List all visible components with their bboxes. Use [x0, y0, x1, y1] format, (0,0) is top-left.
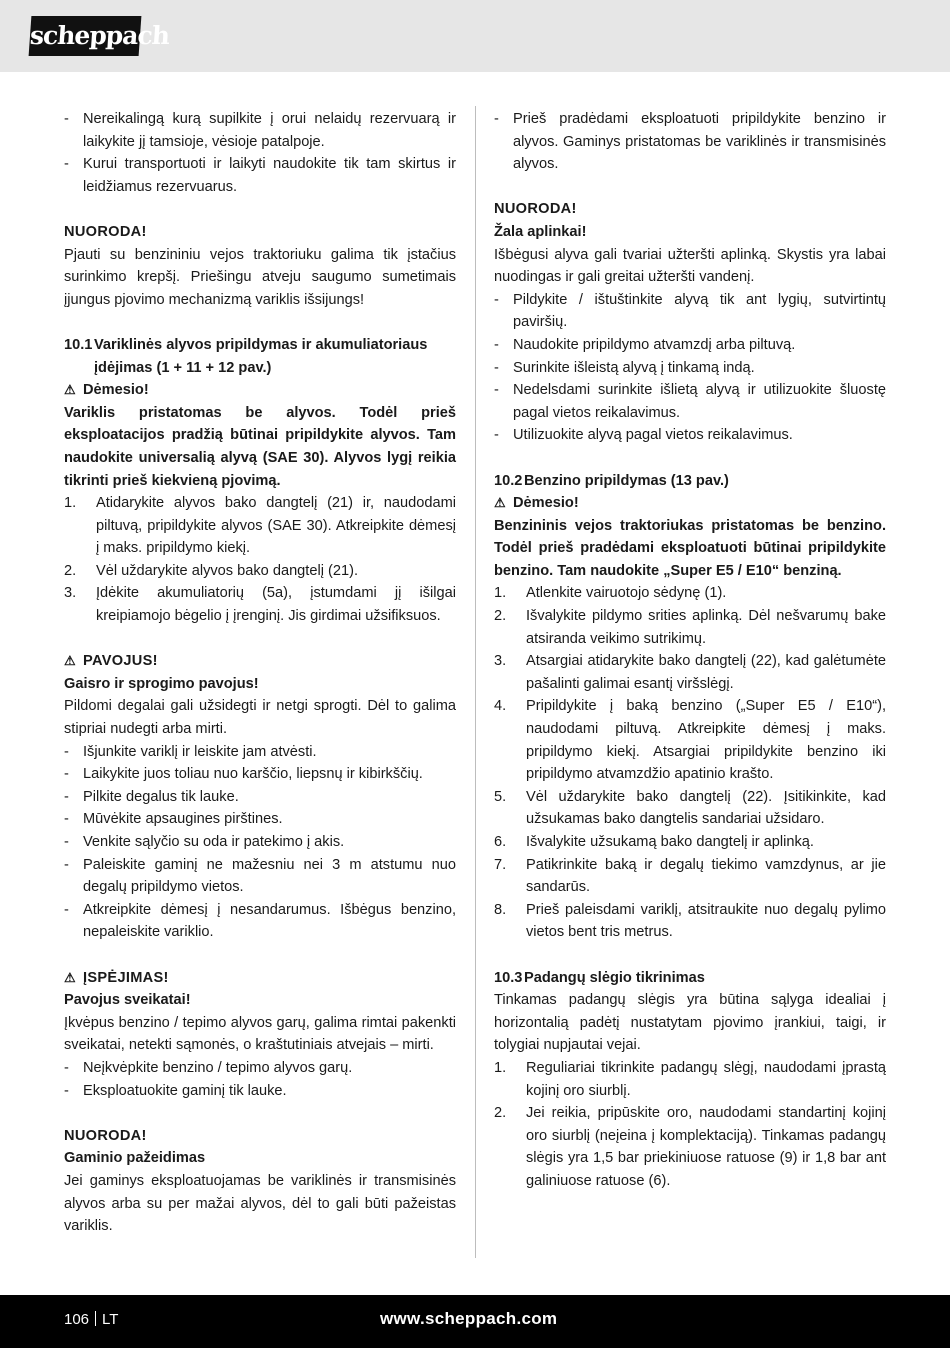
list-item: - Pilkite degalus tik lauke.: [64, 786, 456, 809]
section-title: Benzino pripildymas (13 pav.): [524, 472, 729, 489]
list-item: 2. Išvalykite pildymo srities aplinką. Dėl nešvarumų bake atsiranda veikimo sutrikimų.: [494, 608, 886, 647]
section-number: 10.1: [64, 336, 93, 353]
list-item: - Naudokite pripildymo atvamzdį arba piltuvą.: [494, 334, 886, 357]
list-item: 1. Atidarykite alyvos bako dangtelį (21) ir, naudodami piltuvą, pripildykite alyvos (SAE 30). Atkreipkite dėmesį į maks. pripildymo kiekį.: [64, 495, 456, 557]
warning-text: Įkvėpus benzino / tepimo alyvos garų, galima rimtai pakenkti sveikatai, netekti sąmonės, o kraštutiniais atvejais – mirti.: [64, 1014, 456, 1054]
note-text: Pjauti su benzininiu vejos traktoriuku galima tik įstačius surinkimo krepšį. Priešingu atveju saugumo sumetimais įjungus pjovimo mechanizmą variklis išsijungs!: [64, 246, 456, 308]
list-item: - Eksploatuokite gaminį tik lauke.: [64, 1080, 456, 1103]
steps-list: [494, 1057, 886, 1193]
note-title: NUORODA!: [64, 223, 147, 240]
list-item: - Mūvėkite apsaugines pirštines.: [64, 808, 456, 831]
section-heading-10-1: [64, 334, 456, 379]
list-item: - Neįkvėpkite benzino / tepimo alyvos garų.: [64, 1057, 456, 1080]
list-item: 3. Įdėkite akumuliatorių (5a), įstumdami jį išilgai kreipiamojo bėgelio į įrenginį. Jis girdimai užsifiksuos.: [64, 585, 456, 625]
list-item: 7. Patikrinkite baką ir degalų tiekimo vamzdynus, ar jie sandarūs.: [494, 856, 886, 896]
steps-list: [494, 582, 886, 944]
left-column: [64, 108, 456, 1238]
intro-list: [64, 108, 456, 198]
list-item: - Utilizuokite alyvą pagal vietos reikalavimus.: [494, 424, 886, 447]
column-divider: [475, 106, 476, 1258]
list-item: - Nereikalingą kurą supilkite į orui nelaidų rezervuarą ir laikykite jį tamsioje, vėsioje patalpoje.: [64, 108, 456, 153]
page-number: 106 LT: [64, 1311, 119, 1328]
list-item: 6. Išvalykite užsukamą bako dangtelį ir aplinką.: [494, 834, 814, 850]
header-bar: [0, 0, 950, 72]
website-url: www.scheppach.com: [380, 1309, 558, 1328]
attention-text: Variklis pristatomas be alyvos. Todėl prieš eksploatacijos pradžią būtinai pripildykite alyvos. Tam naudokite universalią alyvą (SAE 30). Alyvos lygį reikia tikrinti prieš kiekvieną pjovimą.: [64, 404, 456, 489]
list-item: - Venkite sąlyčio su oda ir patekimo į akis.: [64, 831, 456, 854]
danger-subtitle: Gaisro ir sprogimo pavojus!: [64, 675, 259, 692]
danger-text: Pildomi degalai gali užsidegti ir netgi sprogti. Dėl to galima stipriai nudegti arba mirti.: [64, 698, 456, 738]
section-text: Tinkamas padangų slėgis yra būtina sąlyga idealiai į horizontalią padėtį nustatytam pjovimo įrankiui, taigi, ir tolygiai nupjautai vejai.: [494, 992, 886, 1054]
list-item: - Kurui transportuoti ir laikyti naudokite tik tam skirtus ir leidžiamus rezervuarus.: [64, 153, 456, 198]
footer-bar: [0, 1295, 950, 1348]
note-list: [494, 289, 886, 447]
note-subtitle: Žala aplinkai!: [494, 223, 587, 240]
attention-label: ⚠ Dėmesio!: [64, 379, 456, 402]
list-item: 1. Reguliariai tikrinkite padangų slėgį, naudodami įprastą kojinį oro siurblį.: [494, 1059, 886, 1099]
scheppach-logo: scheppach: [29, 16, 142, 56]
note-title: NUORODA!: [64, 1127, 147, 1144]
warning-subtitle: Pavojus sveikatai!: [64, 992, 191, 1009]
note-title: NUORODA!: [494, 201, 577, 218]
list-item: - Išjunkite variklį ir leiskite jam atvėsti.: [64, 741, 456, 764]
warning-triangle-icon: ⚠: [64, 382, 76, 398]
list-item: 4. Pripildykite į baką benzino („Super E5 / E10“), naudodami piltuvą. Atkreipkite dėmesį į maks. pripildymo kiekį. Atsargiai pripildykite benzino iki pripildymo atvamzdžio apatinio krašto.: [494, 698, 886, 783]
list-item: - Pildykite / ištuštinkite alyvą tik ant lygių, sutvirtintų paviršių.: [494, 289, 886, 334]
section-heading-10-3: [494, 967, 886, 990]
section-number: 10.3: [494, 969, 523, 986]
section-number: 10.2: [494, 472, 523, 489]
separator: [95, 1311, 96, 1326]
right-column: [494, 108, 886, 1193]
list-item: 3. Atsargiai atidarykite bako dangtelį (22), kad galėtumėte pašalinti galimai esantį viršslėgį.: [494, 653, 886, 692]
list-item: - Nedelsdami surinkite išlietą alyvą ir utilizuokite šluostę pagal vietos reikalavimus.: [494, 379, 886, 424]
attention-text: Benzininis vejos traktoriukas pristatomas be benzino. Todėl prieš pradėdami eksploatuoti būtinai pripildykite benzino. Tam naudokite „Super E5 / E10“ benziną.: [494, 517, 886, 579]
list-item: - Atkreipkite dėmesį į nesandarumus. Išbėgus benzino, nepaleiskite variklio.: [64, 899, 456, 944]
warning-triangle-icon: ⚠: [494, 495, 506, 511]
danger-title: ⚠ PAVOJUS!: [64, 650, 456, 673]
warning-title: ⚠ ĮSPĖJIMAS!: [64, 967, 456, 990]
list-item: - Laikykite juos toliau nuo karščio, liepsnų ir kibirkščių.: [64, 763, 456, 786]
language-code: LT: [102, 1311, 119, 1328]
warning-list: [64, 1057, 456, 1102]
steps-list: [64, 492, 456, 628]
warning-triangle-icon: ⚠: [64, 969, 76, 985]
list-item: 8. Prieš paleisdami variklį, atsitraukite nuo degalų pylimo vietos bent tris metrus.: [494, 901, 886, 941]
list-item: 2. Jei reikia, pripūskite oro, naudodami standartinį kojinį oro siurblį (neįeina į komplektaciją). Tinkamas padangų slėgis yra 1,5 bar priekiniuose ratuose (9) ir 1,8 bar ant galiniuose ratuose (6).: [494, 1105, 886, 1189]
list-item: - Paleiskite gaminį ne mažesniu nei 3 m atstumu nuo degalų pripildymo vietos.: [64, 854, 456, 899]
note-subtitle: Gaminio pažeidimas: [64, 1150, 206, 1167]
note-text: Išbėgusi alyva gali tvariai užteršti aplinką. Skystis yra labai nuodingas ir gali greitai užteršti vandenį.: [494, 246, 886, 286]
section-heading-10-2: [494, 470, 886, 493]
danger-list: [64, 741, 456, 944]
note-text: Jei gaminys eksploatuojamas be variklinės ir transmisinės alyvos arba su per mažai alyvos, dėl to gali būti pažeistas variklis.: [64, 1172, 456, 1235]
list-item: - Surinkite išleistą alyvą į tinkamą indą.: [494, 357, 886, 380]
attention-label: ⚠ Dėmesio!: [494, 492, 886, 515]
section-title: Padangų slėgio tikrinimas: [524, 969, 705, 986]
list-item: - Prieš pradėdami eksploatuoti pripildykite benzino ir alyvos. Gaminys pristatomas be variklinės ir transmisinės alyvos.: [494, 108, 886, 176]
list-item: 1. Atlenkite vairuotojo sėdynę (1).: [494, 585, 727, 602]
list-item: 2. Vėl uždarykite alyvos bako dangtelį (21).: [64, 562, 359, 579]
section-title: Variklinės alyvos pripildymas ir akumuliatoriaus įdėjimas (1 + 11 + 12 pav.): [94, 336, 428, 376]
list-item: 5. Vėl uždarykite bako dangtelį (22). Įsitikinkite, kad užsukamas bako dangtelis sandariai užsidaro.: [494, 788, 886, 828]
warning-triangle-icon: ⚠: [64, 653, 76, 669]
